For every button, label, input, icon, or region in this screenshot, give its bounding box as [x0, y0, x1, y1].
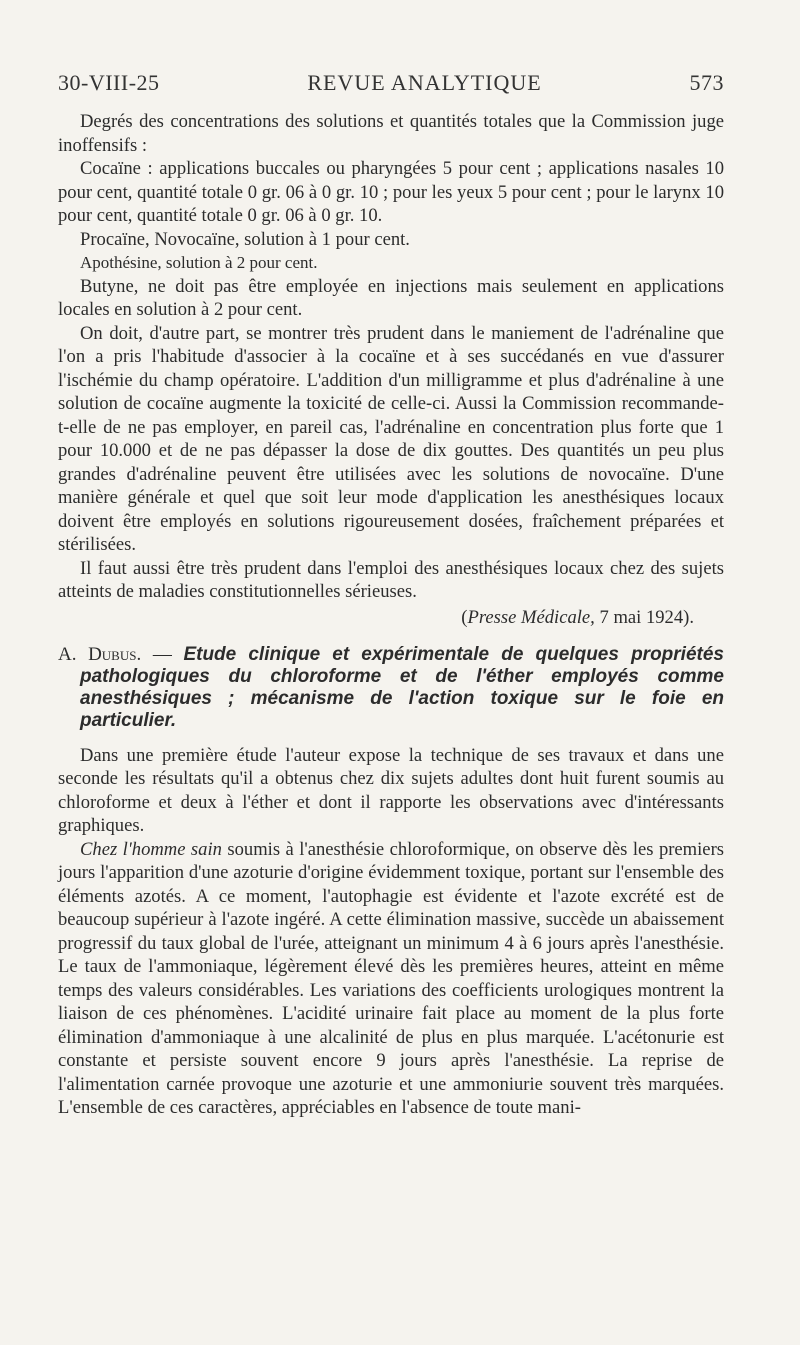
- citation-date: 7 mai 1924).: [594, 606, 694, 628]
- article-heading: [58, 644, 724, 732]
- citation-open: (: [461, 606, 468, 628]
- paragraph-lead: Chez l'homme sain: [80, 838, 222, 860]
- adrenaline-paragraph: On doit, d'autre part, se montrer très prudent dans le maniement de l'adrénaline que l'on a pris l'habitude d'associer à la cocaïne et à ses succédanés en vue d'assurer l'ischémie du champ opératoire. L'addition d'un milligramme et plus d'adrénaline à une solution de cocaïne augmente la toxicité de celle-ci. Aussi la Commission recommande-t-elle de ne pas employer, en pareil cas, l'adrénaline en concentration plus forte que 1 pour 10.000 et de ne pas dépasser la dose de dix gouttes. Des quantités un peu plus grandes d'adrénaline peuvent être utilisées avec les solutions de novocaïne. D'une manière générale et quel que soit leur mode d'application les anesthésiques locaux doivent être employés en solutions rigoureusement dosées, fraîchement préparées et stérilisées.: [58, 322, 724, 555]
- running-header: [58, 70, 724, 110]
- journal-title: REVUE ANALYTIQUE: [307, 70, 542, 95]
- article-paragraph-2: [58, 838, 724, 1120]
- page-number: 573: [689, 70, 724, 95]
- apothesine-paragraph: Apothésine, solution à 2 pour cent.: [80, 253, 318, 272]
- source-citation: [58, 606, 724, 630]
- paragraph-body: soumis à l'anesthésie chloroformique, on observe dès les premiers jours l'apparition d'une azoturie d'origine évidemment toxique, portant sur l'ensemble des éléments azotés. A ce moment, l'autophagie est évidente et l'azote excrété est de beaucoup supérieur à l'azote ingéré. A cette élimination massive, succède un abaissement progressif du taux global de l'urée, atteignant un minimum 4 à 6 jours après l'anesthésie. Le taux de l'ammoniaque, légèrement élevé dès les premières heures, atteint en même temps des valeurs considérables. Les variations des coefficients urologiques montrent la liaison de ces phénomènes. L'acidité urinaire fait place au moment de la plus forte élimination d'ammoniaque à une alcalinité de plus en plus marquée. L'acétonurie est constante et persiste souvent encore 9 jours après l'anesthésie. La reprise de l'alimentation carnée provoque une azoturie et une ammoniurie souvent très marquées. L'ensemble de ces caractères, appréciables en l'absence de toute mani-: [58, 838, 724, 1118]
- cocaine-paragraph: Cocaïne : applications buccales ou pharyngées 5 pour cent ; applications nasales 10 pour cent, quantité totale 0 gr. 06 à 0 gr. 10 ; pour les yeux 5 pour cent ; pour le larynx 10 pour cent, quantité totale 0 gr. 06 à 0 gr. 10.: [58, 158, 724, 226]
- article-title: Etude clinique et expérimentale de quelques propriétés pathologiques du chloroforme et de l'éther employés comme anesthésiques ; mécanisme de l'action toxique sur le foie en particulier.: [80, 643, 724, 731]
- procaine-paragraph: Procaïne, Novocaïne, solution à 1 pour cent.: [80, 228, 410, 250]
- document-page: [58, 70, 724, 1120]
- article-author: A. Dubus. —: [58, 643, 184, 665]
- article-paragraph-1: Dans une première étude l'auteur expose la technique de ses travaux et dans une seconde les résultats qu'il a obtenus chez dix sujets adultes dont huit furent soumis au chloroforme et deux à l'éther et dont il rapporte les observations avec d'intéressants graphiques.: [58, 744, 724, 836]
- prudence-paragraph: Il faut aussi être très prudent dans l'emploi des anesthésiques locaux chez des sujets atteints de maladies constitutionnelles sérieuses.: [58, 557, 724, 602]
- intro-paragraph: Degrés des concentrations des solutions et quantités totales que la Commission juge inoffensifs :: [58, 111, 724, 156]
- butyne-paragraph: Butyne, ne doit pas être employée en injections mais seulement en applications locales en solution à 2 pour cent.: [58, 275, 724, 320]
- issue-date: 30-VIII-25: [58, 70, 160, 95]
- citation-source: Presse Médicale,: [467, 606, 595, 628]
